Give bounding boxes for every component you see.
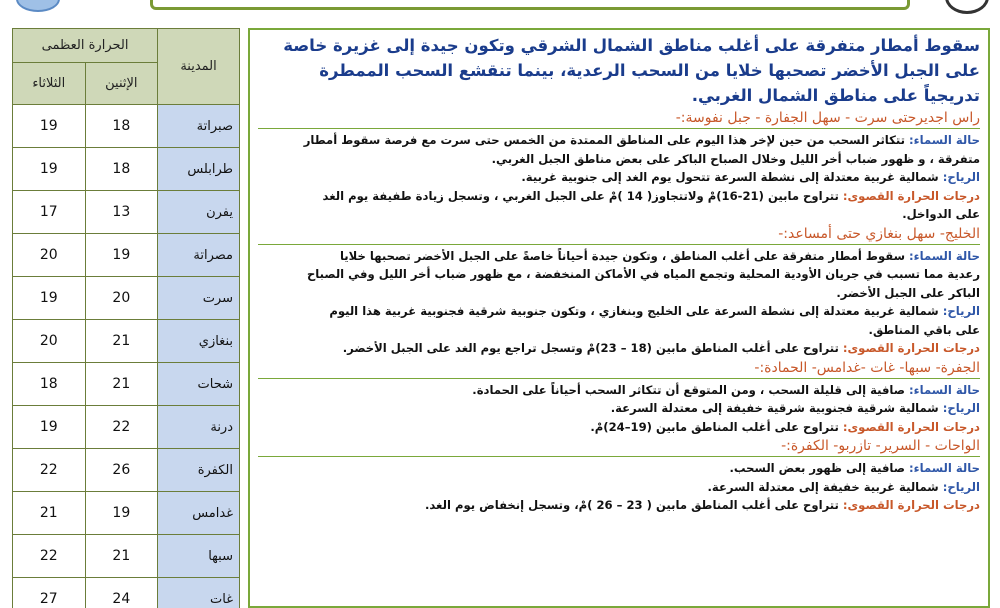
- monday-temp-cell: 21: [85, 363, 158, 406]
- table-row: [13, 535, 240, 578]
- city-cell: درنة: [158, 406, 240, 449]
- table-row: [13, 449, 240, 492]
- forecast-text: متفرقة ، و ظهور ضباب أخر الليل وخلال الصباح الباكر على بعض مناطق الجبل الغربي.: [492, 152, 980, 166]
- wind-forecast-line: [258, 399, 980, 418]
- temp-label: درجات الحرارة القصوى:: [843, 420, 980, 434]
- wind-forecast-line: [258, 302, 980, 321]
- forecast-text: صافية إلى ظهور بعض السحب.: [729, 461, 905, 475]
- tuesday-temp-cell: 22: [13, 535, 86, 578]
- temp-forecast-line: [258, 205, 980, 224]
- city-cell: غات: [158, 578, 240, 608]
- forecast-regions: [258, 109, 980, 515]
- tuesday-temp-cell: 18: [13, 363, 86, 406]
- monday-temp-cell: 24: [85, 578, 158, 608]
- sky-label: حالة السماء:: [909, 133, 980, 147]
- forecast-text: تتراوح على أغلب المناطق مابين ( 23 – 26 )مْ، وتسجل إنخفاض يوم الغد.: [425, 498, 839, 512]
- sky-forecast-line: [258, 247, 980, 266]
- sky-forecast-line: [258, 284, 980, 303]
- table-row: [13, 492, 240, 535]
- table-row: [13, 406, 240, 449]
- city-column-header: المدينة: [158, 29, 240, 105]
- max-temp-header: الحرارة العظمى: [13, 29, 158, 63]
- temp-forecast-line: [258, 418, 980, 437]
- table-row: [13, 320, 240, 363]
- sky-label: حالة السماء:: [909, 461, 980, 475]
- table-row: [13, 191, 240, 234]
- monday-temp-cell: 18: [85, 105, 158, 148]
- monday-temp-cell: 21: [85, 320, 158, 363]
- city-cell: طرابلس: [158, 148, 240, 191]
- wind-forecast-line: [258, 321, 980, 340]
- emblem-icon: [945, 0, 989, 14]
- forecast-text: شمالية غربية معتدلة إلى نشطة السرعة على الخليج وبنغازي ، وتكون جنوبية شرقية فجنوبية غربية هذا اليوم: [329, 304, 938, 318]
- tuesday-column-header: الثلاثاء: [13, 63, 86, 105]
- wind-label: الرياح:: [943, 304, 980, 318]
- monday-temp-cell: 19: [85, 234, 158, 277]
- city-cell: غدامس: [158, 492, 240, 535]
- temp-label: درجات الحرارة القصوى:: [843, 189, 980, 203]
- region-heading: راس اجديرحتى سرت - سهل الجفارة - جبل نفوسة:-: [258, 109, 980, 129]
- forecast-text: شمالية غربية معتدلة إلى نشطة السرعة تتحول يوم الغد إلى جنوبية غربية.: [521, 170, 938, 184]
- forecast-text: تتكاثر السحب من حين لإخر هذا اليوم على المناطق الممتدة من الخمس حتى سرت مع فرصة سقوط أمطار: [304, 133, 905, 147]
- temp-label: درجات الحرارة القصوى:: [843, 498, 980, 512]
- header-banner: [150, 0, 910, 10]
- forecast-text: صافية إلى قليلة السحب ، ومن المتوقع أن تتكاثر السحب أحياناً على الحمادة.: [472, 383, 905, 397]
- monday-temp-cell: 19: [85, 492, 158, 535]
- monday-column-header: الإثنين: [85, 63, 158, 105]
- sky-forecast-line: [258, 131, 980, 150]
- forecast-text: رعدية مما تسبب في جريان الأودية المحلية وتجمع المياه في الأماكن المنخفضة ، مع ظهور ضباب أخر الليل وفي الصباح: [307, 267, 980, 281]
- sky-forecast-line: [258, 381, 980, 400]
- table-row: [13, 105, 240, 148]
- forecast-panel: [248, 28, 990, 608]
- region-heading: الخليج- سهل بنغازي حتى أمساعد:-: [258, 225, 980, 245]
- city-cell: شحات: [158, 363, 240, 406]
- temperature-table: [12, 28, 240, 608]
- temperature-table-panel: [12, 28, 240, 608]
- forecast-text: على باقي المناطق.: [869, 323, 980, 337]
- temperature-table-body: [13, 105, 240, 608]
- wind-forecast-line: [258, 168, 980, 187]
- tuesday-temp-cell: 19: [13, 105, 86, 148]
- table-row: [13, 578, 240, 608]
- forecast-text: شمالية شرقية فجنوبية شرقية خفيفة إلى معتدلة السرعة.: [611, 401, 939, 415]
- monday-temp-cell: 26: [85, 449, 158, 492]
- tuesday-temp-cell: 19: [13, 277, 86, 320]
- forecast-text: تتراوح على أغلب المناطق مابين (18 – 23)مْ وتسجل تراجع يوم الغد على الجبل الأخضر.: [343, 341, 839, 355]
- wind-forecast-line: [258, 478, 980, 497]
- forecast-text: شمالية غربية خفيفة إلى معتدلة السرعة.: [708, 480, 939, 494]
- tuesday-temp-cell: 21: [13, 492, 86, 535]
- region-heading: الجفرة- سبها- غات -غدامس- الحمادة:-: [258, 359, 980, 379]
- table-row: [13, 363, 240, 406]
- sky-forecast-line: [258, 150, 980, 169]
- temp-forecast-line: [258, 496, 980, 515]
- monday-temp-cell: 13: [85, 191, 158, 234]
- wind-label: الرياح:: [943, 170, 980, 184]
- logo-icon: [16, 0, 60, 12]
- monday-temp-cell: 20: [85, 277, 158, 320]
- tuesday-temp-cell: 17: [13, 191, 86, 234]
- forecast-text: الباكر على الجبل الأخضر.: [836, 286, 980, 300]
- city-cell: صبراتة: [158, 105, 240, 148]
- city-cell: مصراتة: [158, 234, 240, 277]
- table-row: [13, 277, 240, 320]
- tuesday-temp-cell: 19: [13, 148, 86, 191]
- wind-label: الرياح:: [943, 480, 980, 494]
- tuesday-temp-cell: 20: [13, 320, 86, 363]
- tuesday-temp-cell: 27: [13, 578, 86, 608]
- forecast-text: تتراوح على أغلب المناطق مابين (19–24)مْ.: [590, 420, 838, 434]
- city-cell: يفرن: [158, 191, 240, 234]
- sky-forecast-line: [258, 459, 980, 478]
- tuesday-temp-cell: 22: [13, 449, 86, 492]
- table-row: [13, 148, 240, 191]
- tuesday-temp-cell: 20: [13, 234, 86, 277]
- forecast-text: على الدواخل.: [902, 207, 980, 221]
- table-row: [13, 234, 240, 277]
- monday-temp-cell: 22: [85, 406, 158, 449]
- forecast-text: سقوط أمطار متفرقة على أغلب المناطق ، وتكون جيدة أحياناً خاصةً على الجبل الأخضر تصحبها خلايا: [340, 249, 905, 263]
- region-heading: الواحات - السرير- تازربو- الكفرة:-: [258, 437, 980, 457]
- temp-label: درجات الحرارة القصوى:: [843, 341, 980, 355]
- sky-label: حالة السماء:: [909, 383, 980, 397]
- temp-forecast-line: [258, 339, 980, 358]
- city-cell: سرت: [158, 277, 240, 320]
- monday-temp-cell: 21: [85, 535, 158, 578]
- city-cell: سبها: [158, 535, 240, 578]
- forecast-text: تتراوح مابين (21-16)مْ ولاتتجاوز( 14 )مْ على الجبل الغربي ، وتسجل زيادة طفيفة يوم الغد: [323, 189, 839, 203]
- monday-temp-cell: 18: [85, 148, 158, 191]
- tuesday-temp-cell: 19: [13, 406, 86, 449]
- forecast-summary: سقوط أمطار متفرقة على أغلب مناطق الشمال الشرقي وتكون جيدة إلى غزيرة خاصة على الجبل الأخضر تصحبها خلايا من السحب الرعدية، بينما تنقشع السحب الممطرة تدريجياً على مناطق الشمال الغربي.: [258, 33, 980, 108]
- sky-forecast-line: [258, 265, 980, 284]
- city-cell: بنغازي: [158, 320, 240, 363]
- temp-forecast-line: [258, 187, 980, 206]
- sky-label: حالة السماء:: [909, 249, 980, 263]
- city-cell: الكفرة: [158, 449, 240, 492]
- wind-label: الرياح:: [943, 401, 980, 415]
